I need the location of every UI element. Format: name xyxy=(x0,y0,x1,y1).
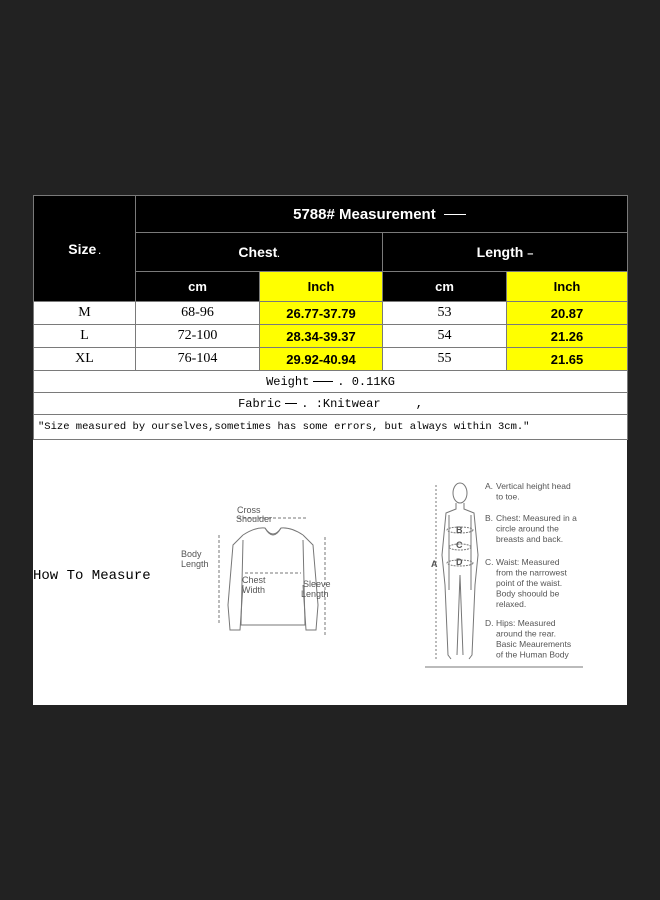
instruction-line: Hips: Measured xyxy=(496,618,556,628)
instruction-letter: C. xyxy=(485,557,494,567)
sleeve-length-label: Sleeve xyxy=(303,579,331,589)
instruction-line: from the narrowest xyxy=(496,567,567,578)
instruction-letter: D. xyxy=(485,618,494,628)
garment-diagram xyxy=(219,518,325,635)
measurement-instructions xyxy=(485,481,577,660)
marker-c: C xyxy=(456,540,463,550)
instruction-line: Chest: Measured in a xyxy=(496,513,577,523)
instruction-line: to toe. xyxy=(496,491,520,502)
measurement-title: 5788# Measurement xyxy=(136,196,628,233)
instruction-line: breasts and back. xyxy=(496,534,564,544)
chest-inch-header: Inch xyxy=(260,272,383,302)
fabric-label: Fabric xyxy=(238,396,282,411)
instruction-line: circle around the xyxy=(496,523,559,534)
instruction-line: relaxed. xyxy=(496,599,527,609)
length-inch-header: Inch xyxy=(507,272,628,302)
length-cm-cell: 55 xyxy=(383,348,507,371)
length-cm-cell: 53 xyxy=(383,302,507,325)
chest-inch-cell: 26.77-37.79 xyxy=(260,302,383,325)
instruction-line: Waist: Measured xyxy=(496,557,560,567)
weight-row: Weight . 0.11KG xyxy=(34,371,628,393)
length-cm-cell: 54 xyxy=(383,325,507,348)
weight-label: Weight xyxy=(266,374,310,389)
marker-a: A xyxy=(431,559,438,569)
length-inch-cell: 21.65 xyxy=(507,348,628,371)
instruction-line: Basic Meaurements xyxy=(496,639,572,649)
cross-shoulder-label: Cross xyxy=(237,505,261,515)
instruction-line: Body shoould be xyxy=(496,588,560,599)
sleeve-length-label: Length xyxy=(301,589,329,599)
how-to-measure-diagrams xyxy=(33,195,627,705)
cross-shoulder-label: Shoulder xyxy=(236,514,273,524)
instruction-line: around the rear. xyxy=(496,628,557,639)
marker-d: D xyxy=(456,557,463,567)
garment-labels xyxy=(181,505,331,599)
size-cell: L xyxy=(34,325,136,348)
measurement-note: "Size measured by ourselves,sometimes has some errors, but always within 3cm." xyxy=(34,415,628,440)
body-length-label: Length xyxy=(181,559,209,569)
chest-header: Chest. xyxy=(136,233,383,272)
chest-width-label: Chest xyxy=(242,575,266,585)
instruction-line: point of the waist. xyxy=(496,578,563,588)
how-to-measure-title: How To Measure xyxy=(33,568,151,584)
chest-width-label: Width xyxy=(242,585,266,595)
length-inch-cell: 20.87 xyxy=(507,302,628,325)
size-cell: M xyxy=(34,302,136,325)
chest-cm-cell: 76-104 xyxy=(136,348,260,371)
instruction-line: Vertical height head xyxy=(496,481,571,491)
chest-inch-cell: 28.34-39.37 xyxy=(260,325,383,348)
weight-value: 0.11KG xyxy=(351,374,395,389)
length-inch-cell: 21.26 xyxy=(507,325,628,348)
chest-cm-header: cm xyxy=(136,272,260,302)
chest-inch-cell: 29.92-40.94 xyxy=(260,348,383,371)
fabric-row: Fabric . :Knitwear , xyxy=(34,393,628,415)
chest-cm-cell: 72-100 xyxy=(136,325,260,348)
length-header: Length – xyxy=(383,233,628,272)
chest-cm-cell: 68-96 xyxy=(136,302,260,325)
length-cm-header: cm xyxy=(383,272,507,302)
fabric-value: :Knitwear xyxy=(315,396,381,411)
marker-b: B xyxy=(456,525,463,535)
body-length-label: Body xyxy=(181,549,202,559)
instruction-letter: A. xyxy=(485,481,494,491)
size-cell: XL xyxy=(34,348,136,371)
size-chart-sheet xyxy=(33,195,627,705)
instruction-line: of the Human Body xyxy=(496,649,569,660)
instruction-letter: B. xyxy=(485,513,494,523)
size-header: Size . xyxy=(34,196,136,302)
